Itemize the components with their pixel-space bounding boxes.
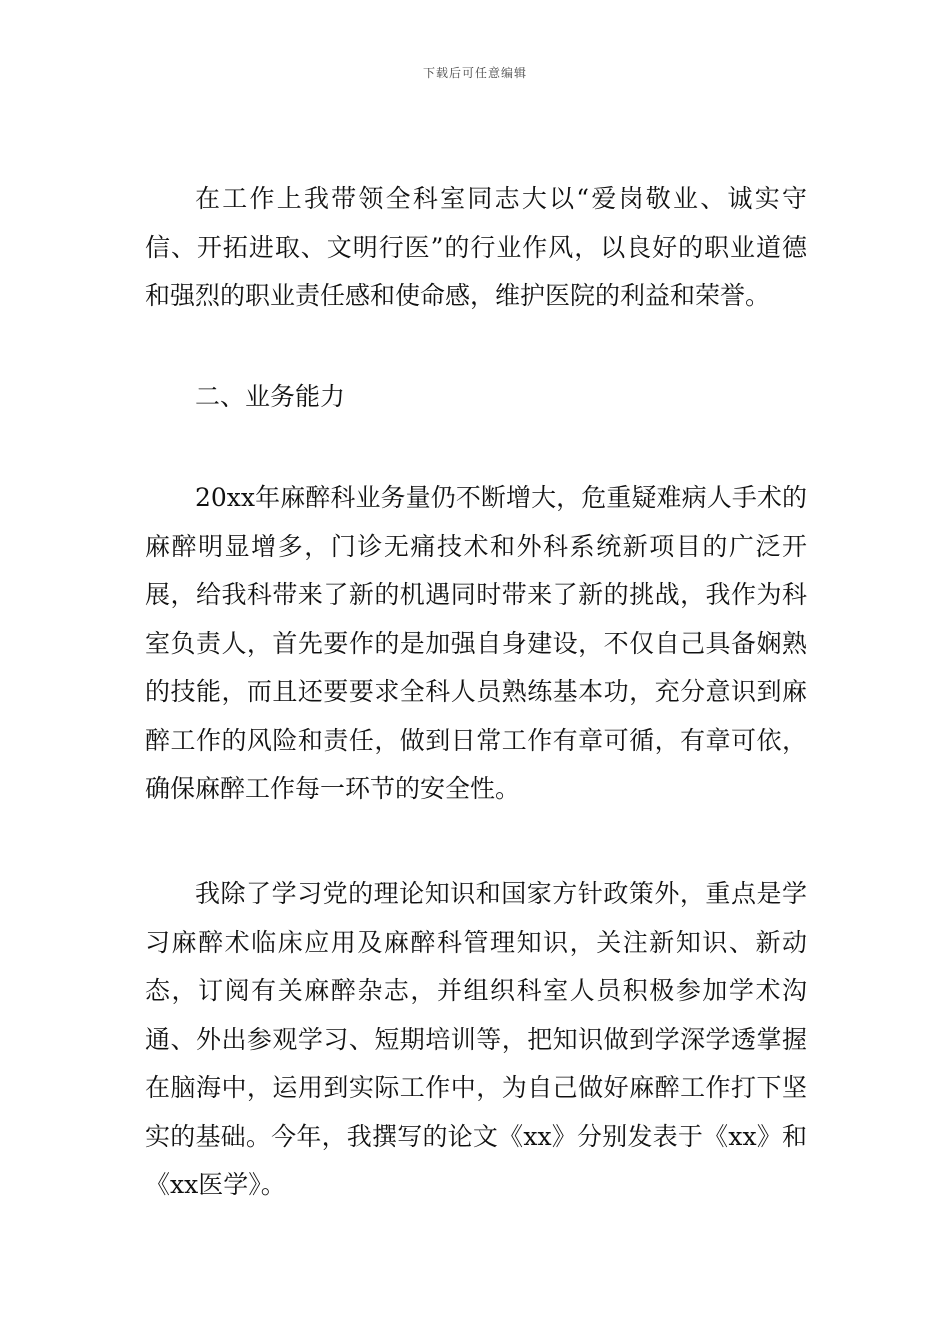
paragraph-study-and-publications: 我除了学习党的理论知识和国家方针政策外，重点是学习麻醉术临床应用及麻醉科管理知识，关注新知识、新动态，订阅有关麻醉杂志，并组织科室人员积极参加学术沟通、外出参观学习、短期培训等，把知识做到学深学透掌握在脑海中，运用到实际工作中，为自己做好麻醉工作打下坚实的基础。今年，我撰写的论文《xx》分别发表于《xx》和《xx医学》。 (145, 879, 807, 1199)
section-heading-business-ability: 二、业务能力 (195, 382, 346, 411)
paragraph-business-growth: 20xx年麻醉科业务量仍不断增大，危重疑难病人手术的麻醉明显增多，门诊无痛技术和外科系统新项目的广泛开展，给我科带来了新的机遇同时带来了新的挑战，我作为科室负责人，首先要作的是加强自身建设，不仅自己具备娴熟的技能，而且还要要求全科人员熟练基本功，充分意识到麻醉工作的风险和责任，做到日常工作有章可循，有章可依，确保麻醉工作每一环节的安全性。 (145, 483, 807, 803)
paragraph-work-ethic: 在工作上我带领全科室同志大以“爱岗敬业、诚实守信、开拓进取、文明行医”的行业作风，以良好的职业道德和强烈的职业责任感和使命感，维护医院的利益和荣誉。 (145, 184, 807, 310)
page-header-note: 下载后可任意编辑 (422, 66, 527, 80)
